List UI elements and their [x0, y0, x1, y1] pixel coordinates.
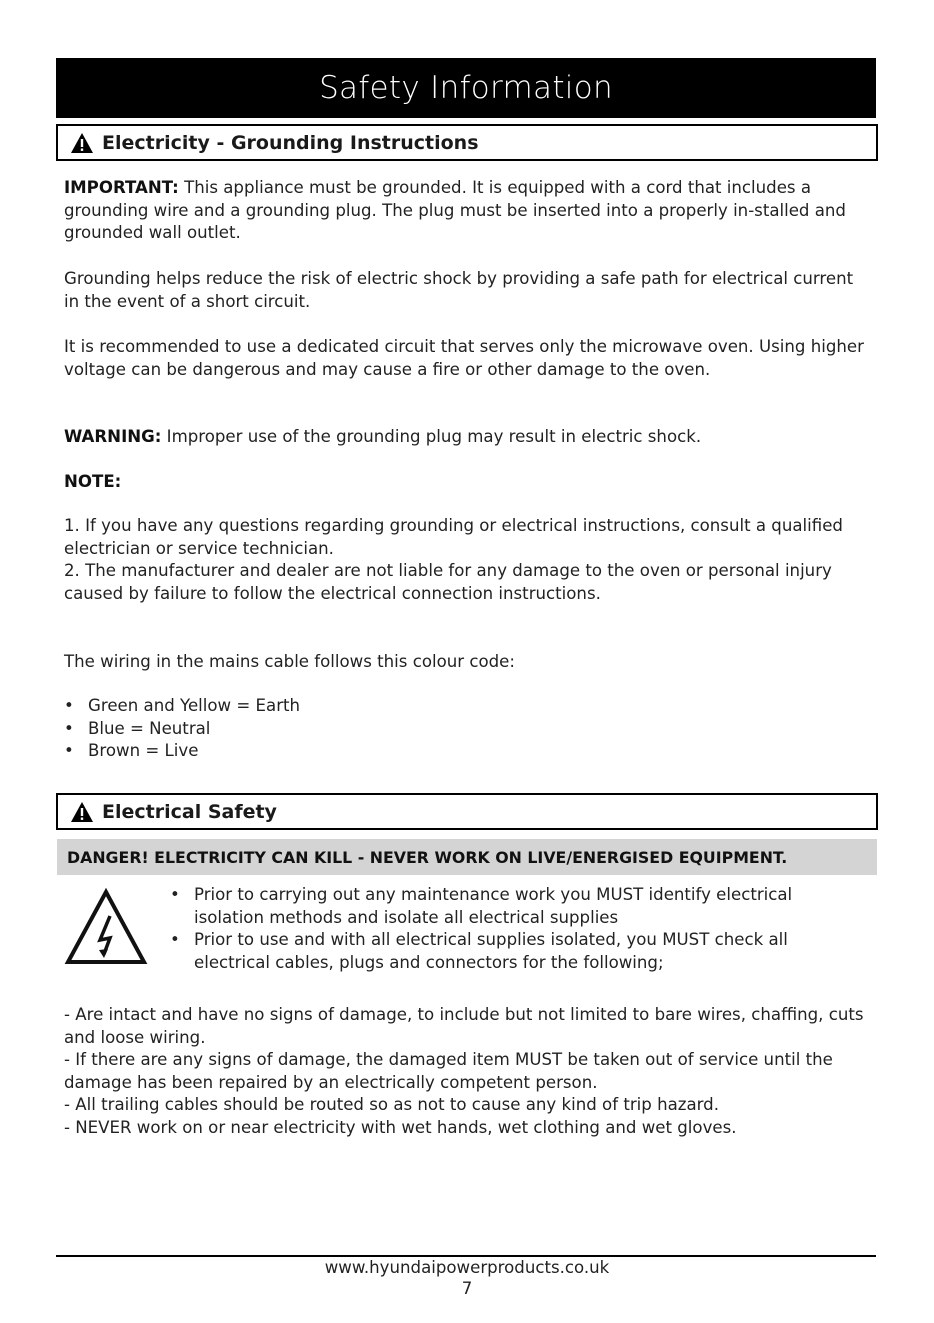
isolation-bullet-2: • Prior to use and with all electrical supplies isolated, you MUST check all electrical cables, plugs and connectors for the following; [170, 929, 860, 974]
warning-paragraph [64, 426, 864, 449]
important-paragraph [64, 177, 864, 245]
page-number: 7 [461, 1279, 473, 1298]
dedicated-circuit-paragraph: It is recommended to use a dedicated circuit that serves only the microwave oven. Using higher voltage can be dangerous and may cause a fire or other damage to the oven. [64, 337, 864, 379]
wiring-intro: The wiring in the mains cable follows this colour code: [64, 652, 515, 671]
wiring-item-live: • Brown = Live [64, 740, 300, 763]
warning-triangle-icon [70, 132, 94, 154]
section-heading-grounding [56, 124, 878, 161]
note-label [64, 471, 864, 494]
section-heading-label: Electricity - Grounding Instructions [102, 131, 479, 154]
check-item-4: - NEVER work on or near electricity with wet hands, wet clothing and wet gloves. [64, 1117, 737, 1137]
section-heading-label: Electrical Safety [102, 800, 277, 823]
isolation-bullets [170, 884, 860, 974]
wiring-item-neutral: • Blue = Neutral [64, 718, 300, 741]
important-label: IMPORTANT: [64, 178, 179, 197]
check-item-1: - Are intact and have no signs of damage, to include but not limited to bare wires, chaffing, cuts and loose wiring. [64, 1005, 864, 1047]
page-title: Safety Information [56, 58, 876, 118]
note-item-2: 2. The manufacturer and dealer are not liable for any damage to the oven or personal injury caused by failure to follow the electrical connection instructions. [64, 561, 832, 603]
wiring-item-earth: • Green and Yellow = Earth [64, 695, 300, 718]
check-item-2: - If there are any signs of damage, the damaged item MUST be taken out of service until the damage has been repaired by an electrically competent person. [64, 1050, 833, 1092]
note-item-1: 1. If you have any questions regarding grounding or electrical instructions, consult a qualified electrician or service technician. [64, 516, 843, 558]
note-list [64, 515, 864, 605]
grounding-paragraph: Grounding helps reduce the risk of electric shock by providing a safe path for electrical current in the event of a short circuit. [64, 269, 854, 311]
wiring-colour-list [64, 695, 300, 763]
danger-banner: DANGER! ELECTRICITY CAN KILL - NEVER WORK ON LIVE/ENERGISED EQUIPMENT. [57, 839, 877, 875]
high-voltage-warning-icon [64, 886, 148, 966]
warning-label: WARNING: [64, 427, 162, 446]
note-label-text: NOTE: [64, 472, 122, 491]
warning-triangle-icon [70, 801, 94, 823]
warning-text: Improper use of the grounding plug may result in electric shock. [166, 427, 702, 446]
section-heading-electrical-safety [56, 793, 878, 830]
cable-check-list [64, 1004, 864, 1139]
footer-url: www.hyundaipowerproducts.co.uk [324, 1258, 610, 1277]
check-item-3: - All trailing cables should be routed so as not to cause any kind of trip hazard. [64, 1095, 719, 1114]
important-text: This appliance must be grounded. It is equipped with a cord that includes a grounding wire and a grounding plug. The plug must be inserted into a properly in-stalled and grounded wall outlet. [64, 178, 846, 242]
isolation-bullet-1: • Prior to carrying out any maintenance work you MUST identify electrical isolation methods and isolate all electrical supplies [170, 884, 860, 929]
footer-divider [56, 1255, 876, 1257]
